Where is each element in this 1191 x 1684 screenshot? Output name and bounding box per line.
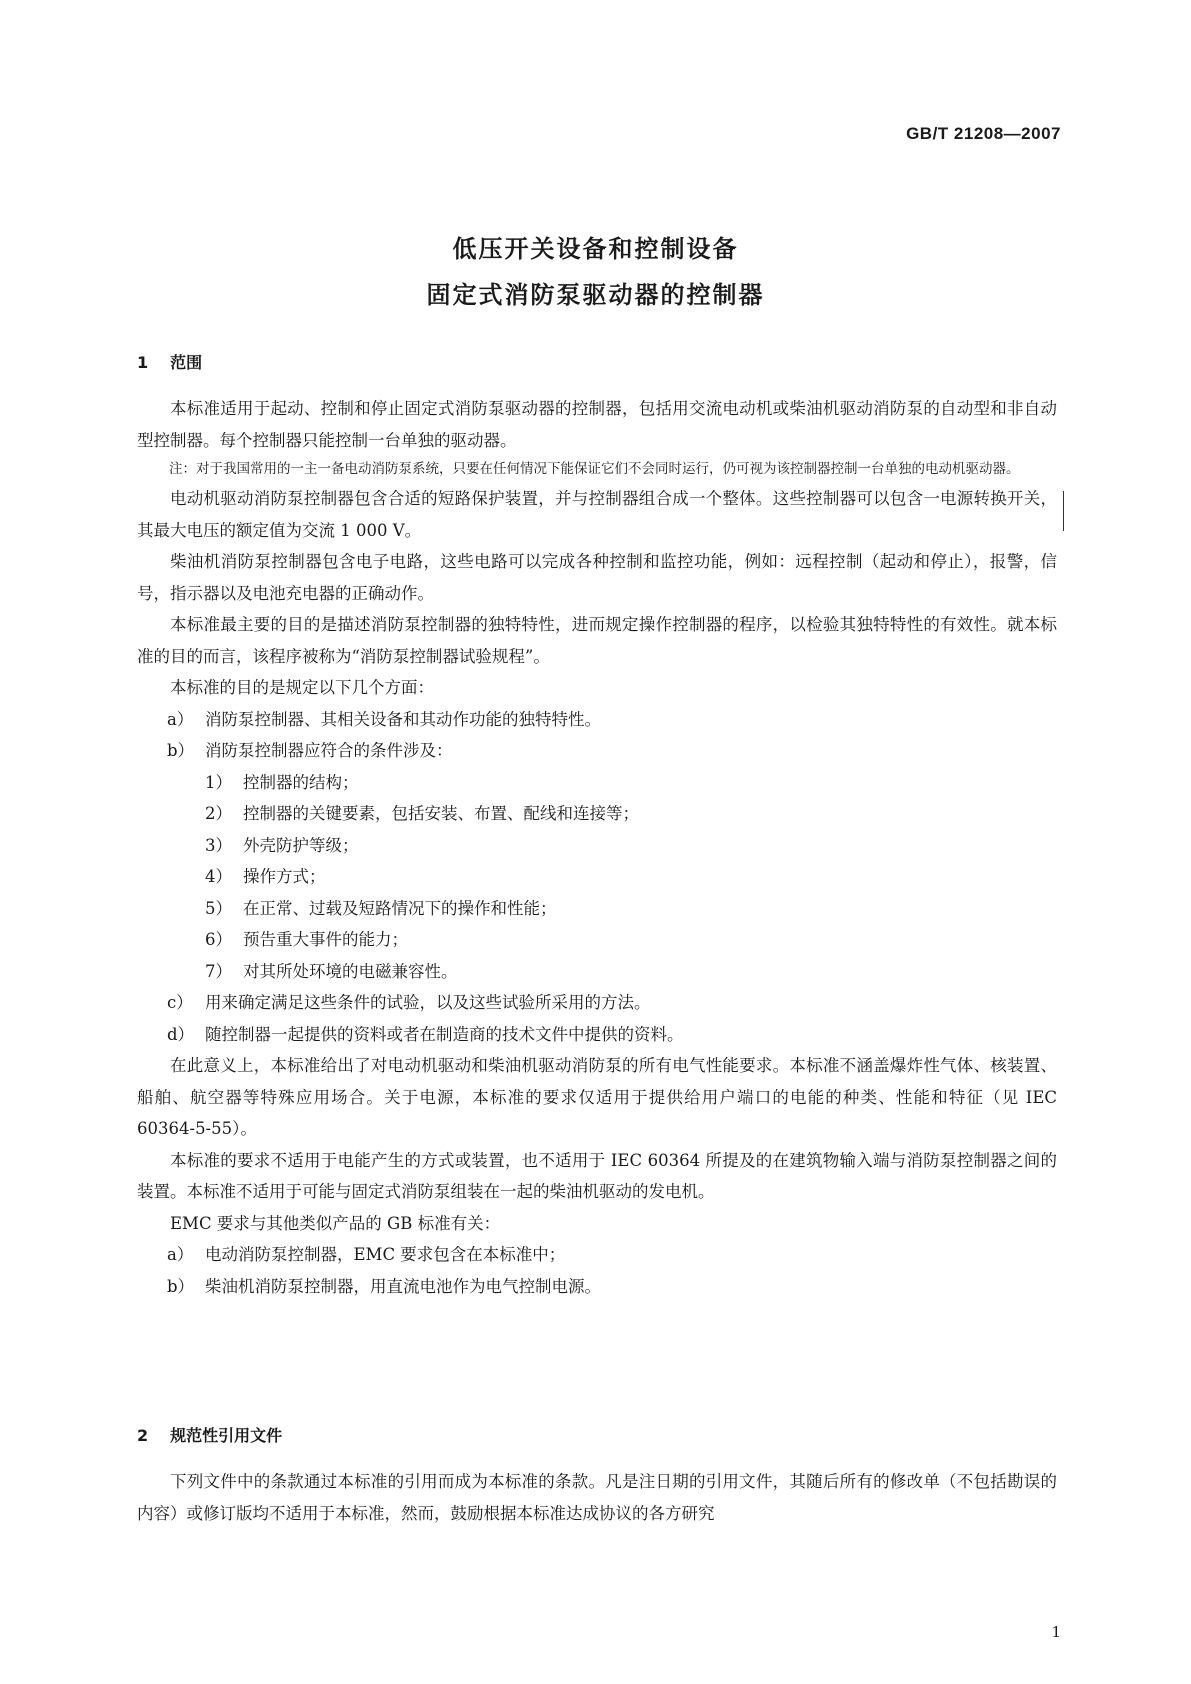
paragraph: 电动机驱动消防泵控制器包含合适的短路保护装置，并与控制器组合成一个整体。这些控制器可以包含一电源转换开关，其最大电压的额定值为交流 1 000 V。 (137, 489, 1057, 540)
paragraph: 本标准最主要的目的是描述消防泵控制器的独特特性，进而规定操作控制器的程序，以检验其独特特性的有效性。就本标准的目的而言，该程序被称为“消防泵控制器试验规程”。 (137, 615, 1057, 666)
list-item-text: 电动消防泵控制器，EMC 要求包含在本标准中； (205, 1245, 566, 1264)
sub-list-item (137, 767, 1057, 799)
list-item (137, 1271, 1057, 1303)
paragraph: 本标准适用于起动、控制和停止固定式消防泵驱动器的控制器，包括用交流电动机或柴油机驱动消防泵的自动型和非自动型控制器。每个控制器只能控制一台单独的驱动器。 (137, 399, 1057, 450)
list-marker: c） (167, 993, 193, 1012)
list-item-text: 外壳防护等级； (243, 835, 359, 855)
section-2-body (137, 1466, 1057, 1529)
list-item-text: 用来确定满足这些条件的试验，以及这些试验所采用的方法。 (205, 993, 651, 1012)
list-item-text: 随控制器一起提供的资料或者在制造商的技术文件中提供的资料。 (205, 1024, 684, 1044)
list-marker: 6） (205, 930, 232, 949)
list-item-text: 操作方式； (243, 867, 326, 886)
list-item-text: 柴油机消防泵控制器，用直流电池作为电气控制电源。 (205, 1276, 601, 1296)
sub-list-item (137, 956, 1057, 988)
list-item (137, 1019, 1057, 1051)
note: 注：对于我国常用的一主一备电动消防泵系统，只要在任何情况下能保证它们不会同时运行，仍可视为该控制器控制一台单独的电动机驱动器。 (169, 461, 1020, 477)
section-1-heading (137, 352, 202, 374)
note-margin-bar (1063, 491, 1064, 531)
sub-list-item (137, 924, 1057, 956)
sub-list-item (137, 861, 1057, 893)
section-2-heading (137, 1425, 282, 1447)
paragraph: 在此意义上，本标准给出了对电动机驱动和柴油机驱动消防泵的所有电气性能要求。本标准不涵盖爆炸性气体、核装置、船舶、航空器等特殊应用场合。关于电源，本标准的要求仅适用于提供给用户端口的电能的种类、性能和特征（见 IEC 60364-5-55）。 (137, 1056, 1057, 1138)
list-marker: 7） (205, 961, 232, 981)
list-marker: b） (167, 741, 195, 760)
sub-list-item (137, 893, 1057, 925)
paragraph: 本标准的要求不适用于电能产生的方式或装置，也不适用于 IEC 60364 所提及的在建筑物输入端与消防泵控制器之间的装置。本标准不适用于可能与固定式消防泵组装在一起的柴油机驱动的发电机。 (137, 1150, 1057, 1201)
list-item-text: 控制器的关键要素，包括安装、布置、配线和连接等； (243, 804, 639, 823)
list-item-text: 消防泵控制器应符合的条件涉及： (205, 741, 453, 760)
list-item (137, 704, 1057, 736)
list-marker: 4） (205, 867, 232, 886)
list-item-text: 对其所处环境的电磁兼容性。 (243, 961, 458, 981)
page-number: 1 (1051, 1623, 1061, 1641)
list-item (137, 987, 1057, 1019)
list-item (137, 735, 1057, 767)
list-marker: 1） (205, 772, 232, 792)
paragraph: 下列文件中的条款通过本标准的引用而成为本标准的条款。凡是注日期的引用文件，其随后所有的修改单（不包括勘误的内容）或修订版均不适用于本标准，然而，鼓励根据本标准达成协议的各方研究 (137, 1472, 1057, 1523)
list-item-text: 消防泵控制器、其相关设备和其动作功能的独特特性。 (205, 709, 601, 729)
section-title: 范围 (170, 353, 203, 372)
section-number: 2 (137, 1426, 149, 1445)
list-item-text: 在正常、过载及短路情况下的操作和性能； (243, 898, 557, 918)
list-marker: 2） (205, 804, 232, 823)
list-item-text: 控制器的结构； (243, 772, 359, 792)
document-title (0, 226, 1191, 318)
section-title: 规范性引用文件 (170, 1426, 283, 1445)
standard-number: GB/T 21208—2007 (906, 124, 1061, 143)
title-line-1: 低压开关设备和控制设备 (452, 235, 739, 263)
list-marker: a） (167, 709, 194, 729)
list-item (137, 1239, 1057, 1271)
list-marker: b） (167, 1276, 195, 1296)
list-marker: 3） (205, 835, 232, 855)
section-1-body (137, 393, 1057, 1302)
list-marker: d） (167, 1024, 195, 1044)
title-line-2: 固定式消防泵驱动器的控制器 (426, 281, 765, 309)
paragraph: 柴油机消防泵控制器包含电子电路，这些电路可以完成各种控制和监控功能，例如：远程控制（起动和停止），报警，信号，指示器以及电池充电器的正确动作。 (137, 552, 1057, 603)
list-item-text: 预告重大事件的能力； (243, 930, 408, 949)
list-marker: a） (167, 1245, 194, 1264)
section-number: 1 (137, 353, 149, 372)
list-marker: 5） (205, 898, 232, 918)
sub-list-item (137, 798, 1057, 830)
paragraph: 本标准的目的是规定以下几个方面： (170, 678, 434, 697)
sub-list-item (137, 830, 1057, 862)
paragraph: EMC 要求与其他类似产品的 GB 标准有关： (170, 1213, 501, 1233)
